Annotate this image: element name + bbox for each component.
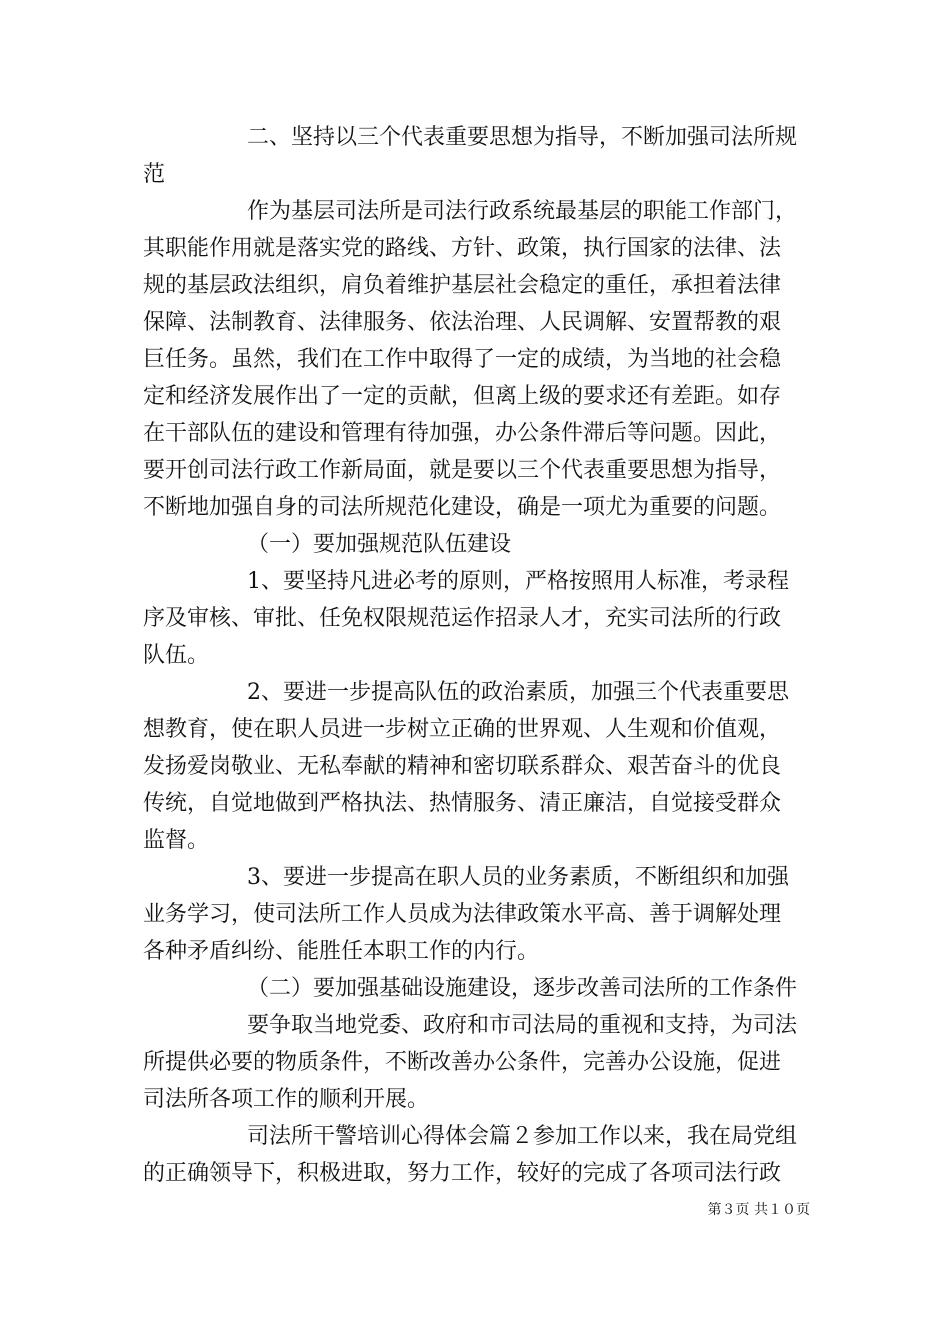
paragraph-line: 1、要坚持凡进必考的原则，严格按照用人标准，考录程 bbox=[247, 569, 789, 594]
paragraph-line: 要争取当地党委、政府和市司法局的重视和支持，为司法 bbox=[247, 1013, 798, 1038]
paragraph-line: 作为基层司法所是司法行政系统最基层的职能工作部门， bbox=[247, 199, 798, 224]
paragraph-line: 保障、法制教育、法律服务、依法治理、人民调解、安置帮教的艰 bbox=[143, 310, 782, 335]
subheading-one: （一）要加强规范队伍建设 bbox=[247, 532, 512, 557]
paragraph-line: 所提供必要的物质条件，不断改善办公条件，完善办公设施，促进 bbox=[143, 1050, 782, 1075]
paragraph-line: 想教育，使在职人员进一步树立正确的世界观、人生观和价值观， bbox=[143, 717, 782, 742]
heading-section-two-cont: 范 bbox=[143, 162, 166, 187]
heading-section-two: 二、坚持以三个代表重要思想为指导，不断加强司法所规 bbox=[247, 125, 798, 150]
paragraph-line: 的正确领导下，积极进取，努力工作，较好的完成了各项司法行政 bbox=[143, 1161, 782, 1186]
paragraph-line: 监督。 bbox=[143, 828, 210, 853]
paragraph-line: 2、要进一步提高队伍的政治素质，加强三个代表重要思 bbox=[247, 680, 789, 705]
paragraph-line: 队伍。 bbox=[143, 643, 210, 668]
paragraph-line: 3、要进一步提高在职人员的业务素质，不断组织和加强 bbox=[247, 865, 789, 890]
paragraph-line: 其职能作用就是落实党的路线、方针、政策，执行国家的法律、法 bbox=[143, 236, 782, 261]
paragraph-line: 要开创司法行政工作新局面，就是要以三个代表重要思想为指导， bbox=[143, 458, 782, 483]
paragraph-line: 发扬爱岗敬业、无私奉献的精神和密切联系群众、艰苦奋斗的优良 bbox=[143, 754, 782, 779]
paragraph-line: 定和经济发展作出了一定的贡献，但离上级的要求还有差距。如存 bbox=[143, 384, 782, 409]
paragraph-line: 不断地加强自身的司法所规范化建设，确是一项尤为重要的问题。 bbox=[143, 495, 782, 520]
paragraph-line: 司法所干警培训心得体会篇２参加工作以来，我在局党组 bbox=[247, 1124, 798, 1149]
subheading-two: （二）要加强基础设施建设，逐步改善司法所的工作条件 bbox=[247, 976, 798, 1001]
paragraph-line: 业务学习，使司法所工作人员成为法律政策水平高、善于调解处理 bbox=[143, 902, 782, 927]
page-number-footer: 第３页 共１０页 bbox=[707, 1202, 810, 1218]
paragraph-line: 传统，自觉地做到严格执法、热情服务、清正廉洁，自觉接受群众 bbox=[143, 791, 782, 816]
paragraph-line: 司法所各项工作的顺利开展。 bbox=[143, 1087, 430, 1112]
paragraph-line: 巨任务。虽然，我们在工作中取得了一定的成绩，为当地的社会稳 bbox=[143, 347, 782, 372]
paragraph-line: 序及审核、审批、任免权限规范运作招录人才，充实司法所的行政 bbox=[143, 606, 782, 631]
paragraph-line: 各种矛盾纠纷、能胜任本职工作的内行。 bbox=[143, 939, 540, 964]
paragraph-line: 规的基层政法组织，肩负着维护基层社会稳定的重任，承担着法律 bbox=[143, 273, 782, 298]
paragraph-line: 在干部队伍的建设和管理有待加强，办公条件滞后等问题。因此， bbox=[143, 421, 782, 446]
